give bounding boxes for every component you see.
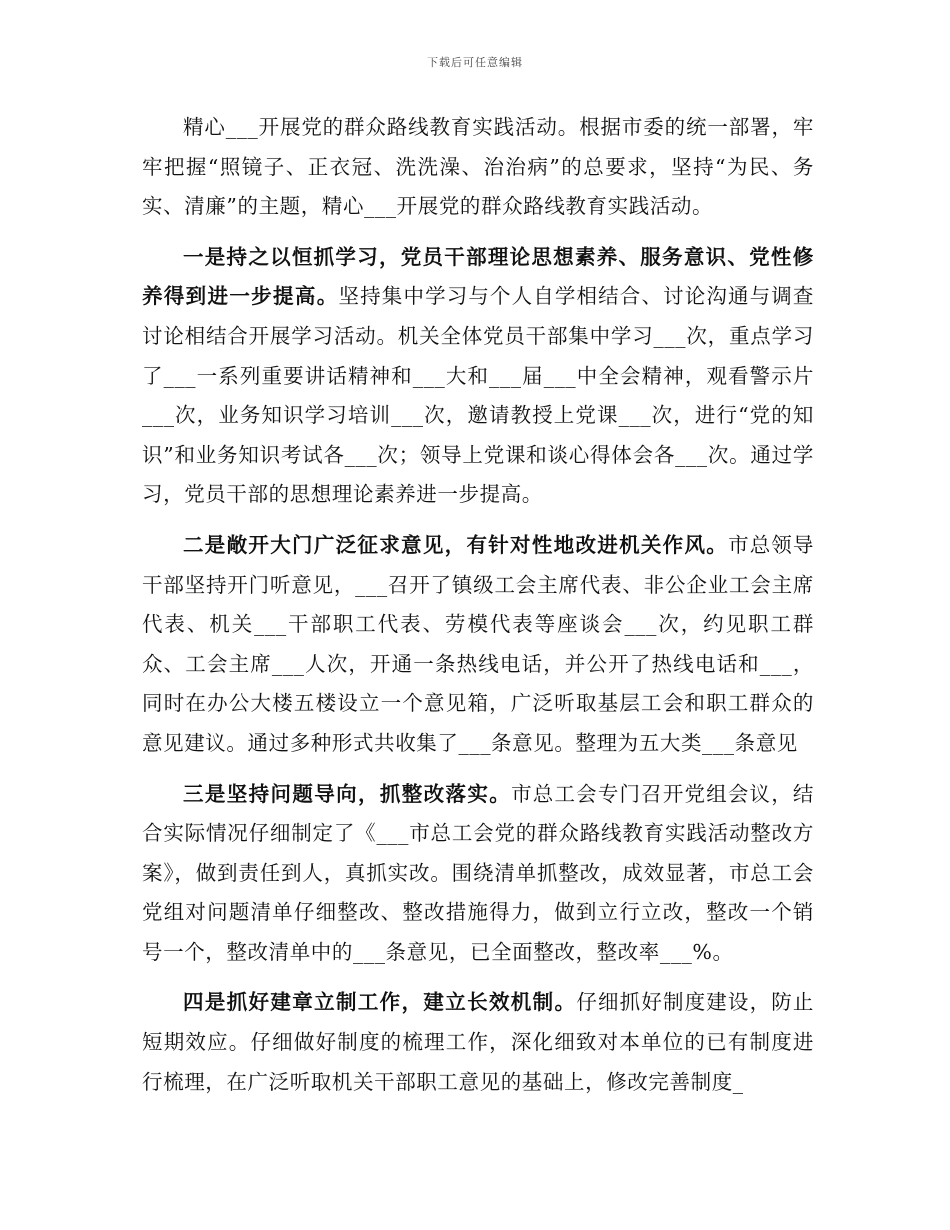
paragraph-rectification [142,775,814,973]
paragraph-intro-text: 精心___开展党的群众路线教育实践活动。根据市委的统一部署，牢牢把握“照镜子、正衣冠、洗洗澡、治治病”的总要求，坚持“为民、务实、清廉”的主题，精心___开展党的群众路线教育实践活动。 [142,115,814,219]
page-header-note: 下载后可任意编辑 [427,56,523,69]
paragraph-study [142,238,814,515]
paragraph-opinions-text: 市总领导干部坚持开门听意见，___召开了镇级工会主席代表、非公企业工会主席代表、机关___干部职工代表、劳模代表等座谈会___次，约见职工群众、工会主席___人次，开通一条热线电话，并公开了热线电话和___，同时在办公大楼五楼设立一个意见箱，广泛听取基层工会和职工群众的意见建议。通过多种形式共收集了___条意见。整理为五大类___条意见 [142,532,815,755]
paragraph-opinions [142,526,814,764]
paragraph-rectification-lead: 三是坚持问题导向，抓整改落实。 [183,781,512,806]
paragraph-institutions-lead: 四是抓好建章立制工作，建立长效机制。 [183,990,577,1015]
paragraph-institutions [142,983,814,1102]
paragraph-study-lead: 一是持之以恒抓学习，党员干部理论思想素养、服务意识、党性修养得到进一步提高。 [142,244,814,309]
paragraph-institutions-text: 仔细抓好制度建设，防止短期效应。仔细做好制度的梳理工作，深化细致对本单位的已有制度进行梳理，在广泛听取机关干部职工意见的基础上，修改完善制度_ [142,990,814,1094]
paragraph-study-text: 坚持集中学习与个人自学相结合、讨论沟通与调查讨论相结合开展学习活动。机关全体党员干部集中学习___次，重点学习了___一系列重要讲话精神和___大和___届___中全会精神，观看警示片___次，业务知识学习培训___次，邀请教授上党课___次，进行“党的知识”和业务知识考试各___次；领导上党课和谈心得体会各___次。通过学习，党员干部的思想理论素养进一步提高。 [142,284,814,507]
paragraph-opinions-lead: 二是敞开大门广泛征求意见，有针对性地改进机关作风。 [183,532,729,557]
paragraph-rectification-text: 市总工会专门召开党组会议，结合实际情况仔细制定了《___市总工会党的群众路线教育实践活动整改方案》，做到责任到人，真抓实改。围绕清单抓整改，成效显著，市总工会党组对问题清单仔细整改、整改措施得力，做到立行立改，整改一个销号一个，整改清单中的___条意见，已全面整改，整改率___%。 [142,781,814,964]
paragraph-intro [142,108,814,227]
document-body [142,108,814,1113]
